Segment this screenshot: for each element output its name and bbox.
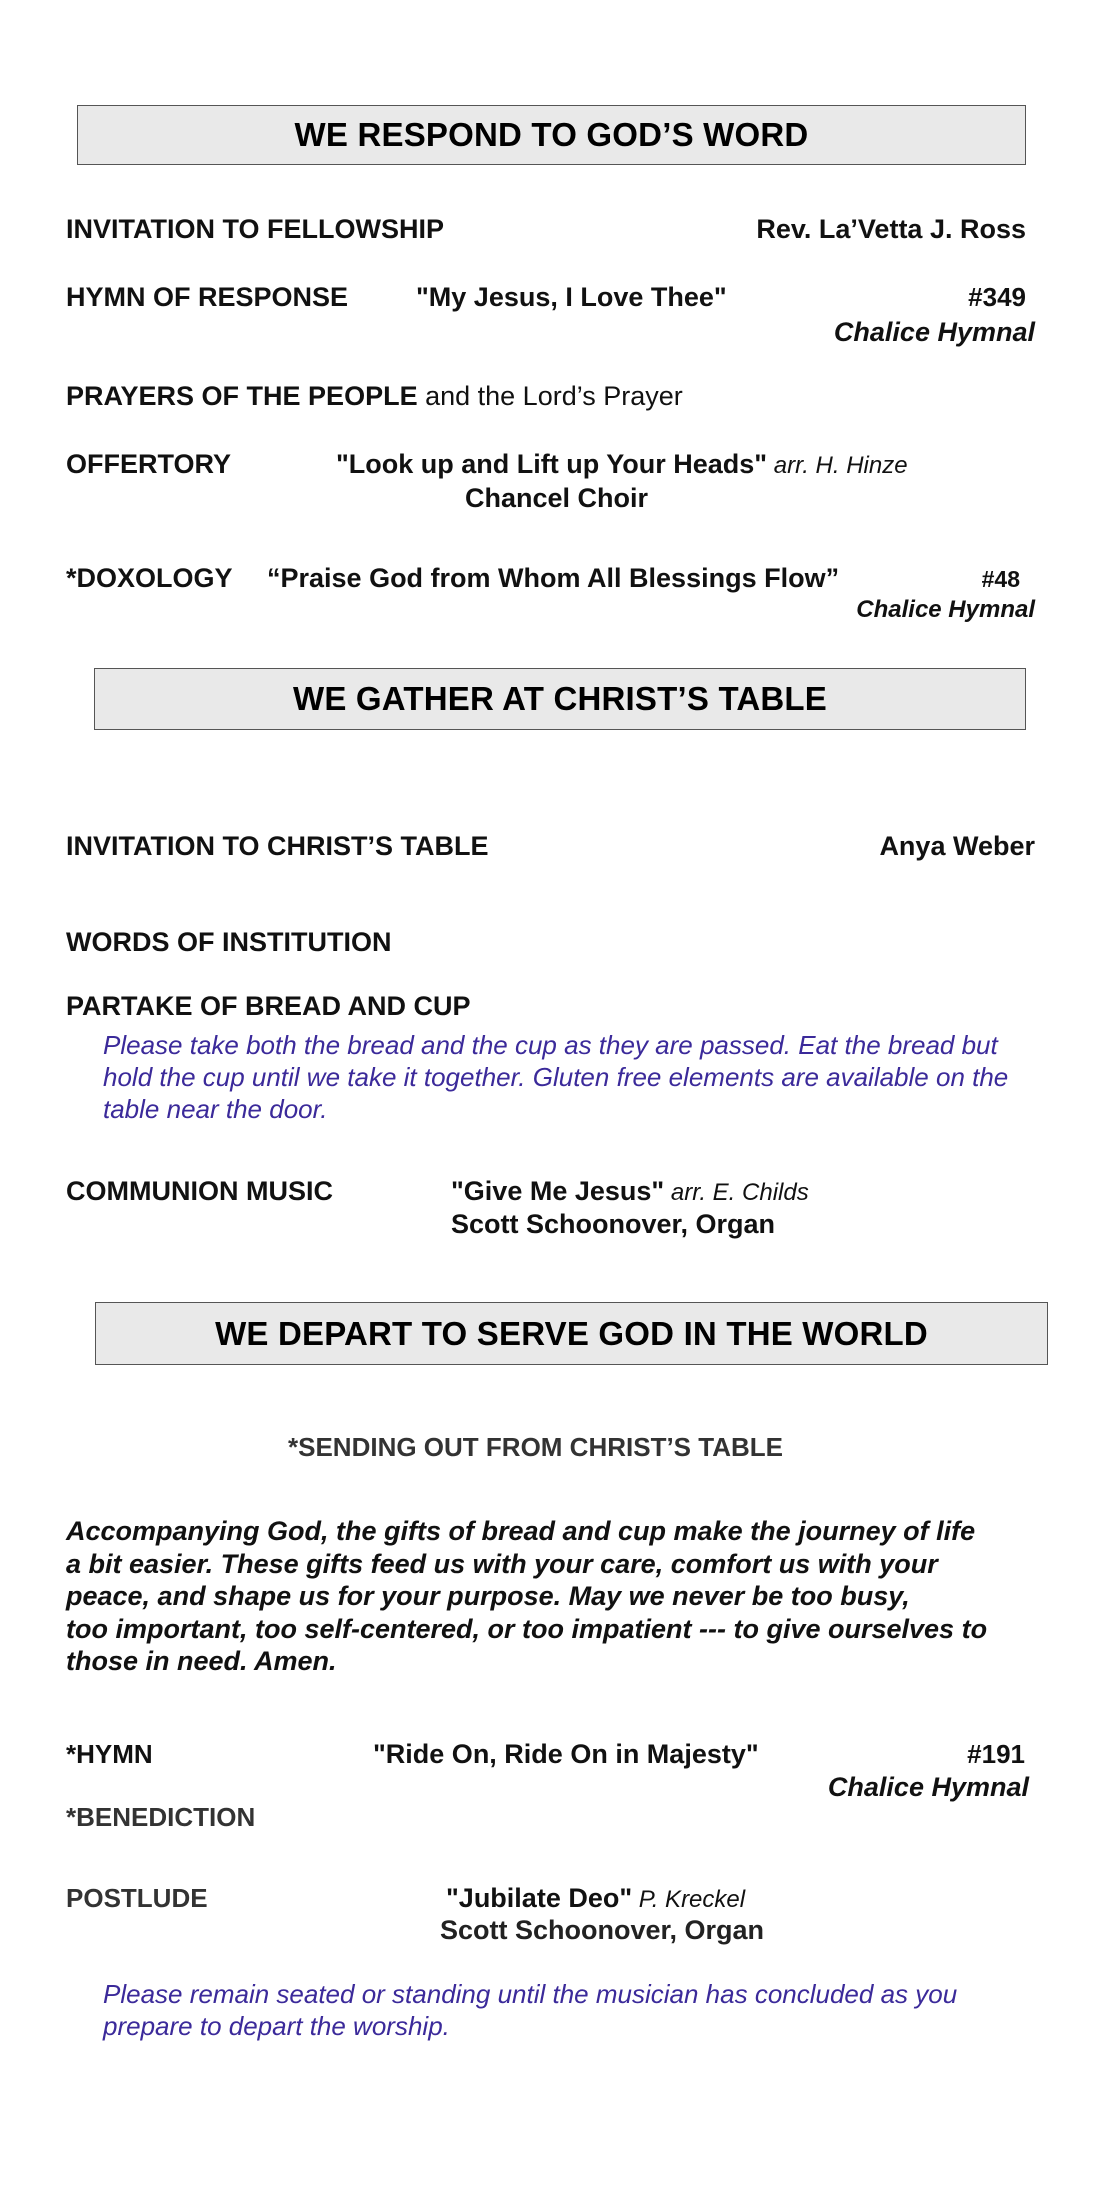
invitation-fellowship-leader: Rev. La’Vetta J. Ross [756,214,1026,244]
prayers-of-the-people [66,381,683,412]
communion-performer: Scott Schoonover, Organ [451,1209,776,1239]
communion-arranger: arr. E. Childs [664,1179,809,1206]
hymn-of-response-title: "My Jesus, I Love Thee" [416,282,727,312]
hymn-of-response-label: HYMN OF RESPONSE [66,282,349,312]
doxology-number: #48 [981,566,1020,592]
prayer-line: a bit easier. These gifts feed us with your care, comfort us with your [66,1548,938,1579]
section-title: WE GATHER AT CHRIST’S TABLE [293,680,827,717]
doxology-book: Chalice Hymnal [856,596,1035,623]
prayer-line: peace, and shape us for your purpose. May we never be too busy, [66,1581,910,1611]
postlude-title: "Jubilate Deo" [446,1883,633,1913]
sending-out-heading: *SENDING OUT FROM CHRIST’S TABLE [288,1432,783,1462]
hymn-of-response-book: Chalice Hymnal [833,317,1035,347]
section-title: WE DEPART TO SERVE GOD IN THE WORLD [215,1314,928,1352]
prayer-line: Accompanying God, the gifts of bread and cup make the journey of life [66,1516,976,1546]
hymn-of-response-number: #349 [968,282,1026,312]
offertory-title: "Look up and Lift up Your Heads" [336,449,768,479]
invitation-table-label: INVITATION TO CHRIST’S TABLE [66,831,489,861]
benediction-label: *BENEDICTION [66,1802,256,1832]
postlude-piece [446,1883,745,1914]
section-banner-depart [95,1302,1048,1365]
communion-music-label: COMMUNION MUSIC [66,1176,333,1206]
doxology-label: *DOXOLOGY [66,563,233,593]
doxology-title: “Praise God from Whom All Blessings Flow” [267,563,840,593]
postlude-performer: Scott Schoonover, Organ [440,1915,765,1945]
offertory-performer: Chancel Choir [465,483,649,513]
section-title: WE RESPOND TO GOD’S WORD [294,116,809,153]
communion-title: "Give Me Jesus" [451,1176,665,1206]
postlude-composer: P. Kreckel [632,1886,746,1913]
sending-prayer [66,1515,1066,1678]
offertory-arranger: arr. H. Hinze [767,452,908,479]
closing-hymn-label: *HYMN [66,1739,153,1769]
prayers-rest: and the Lord’s Prayer [417,381,683,411]
partake-instructions: Please take both the bread and the cup as they are passed. Eat the bread but hold the cup until we take it together. Gluten free elements are available on the table near the door. [103,1030,1009,1124]
section-banner-respond [77,105,1026,165]
postlude-label: POSTLUDE [66,1883,208,1913]
closing-hymn-number: #191 [967,1739,1025,1769]
closing-note: Please remain seated or standing until the musician has concluded as you prepare to depart the worship. [103,1979,958,2041]
words-of-institution-label: WORDS OF INSTITUTION [66,927,392,957]
prayers-label: PRAYERS OF THE PEOPLE [66,381,418,411]
invitation-table-leader: Anya Weber [879,831,1035,861]
closing-hymn-book: Chalice Hymnal [827,1772,1029,1802]
section-banner-gather [94,668,1026,730]
closing-hymn-title: "Ride On, Ride On in Majesty" [373,1739,759,1769]
prayer-line: too important, too self-centered, or too impatient --- to give ourselves to [66,1613,988,1644]
invitation-fellowship-label: INVITATION TO FELLOWSHIP [66,214,444,244]
communion-music-piece [451,1176,809,1207]
partake-label: PARTAKE OF BREAD AND CUP [66,991,471,1021]
prayer-line: those in need. Amen. [66,1646,337,1676]
offertory-piece [336,449,908,480]
offertory-label: OFFERTORY [66,449,232,479]
